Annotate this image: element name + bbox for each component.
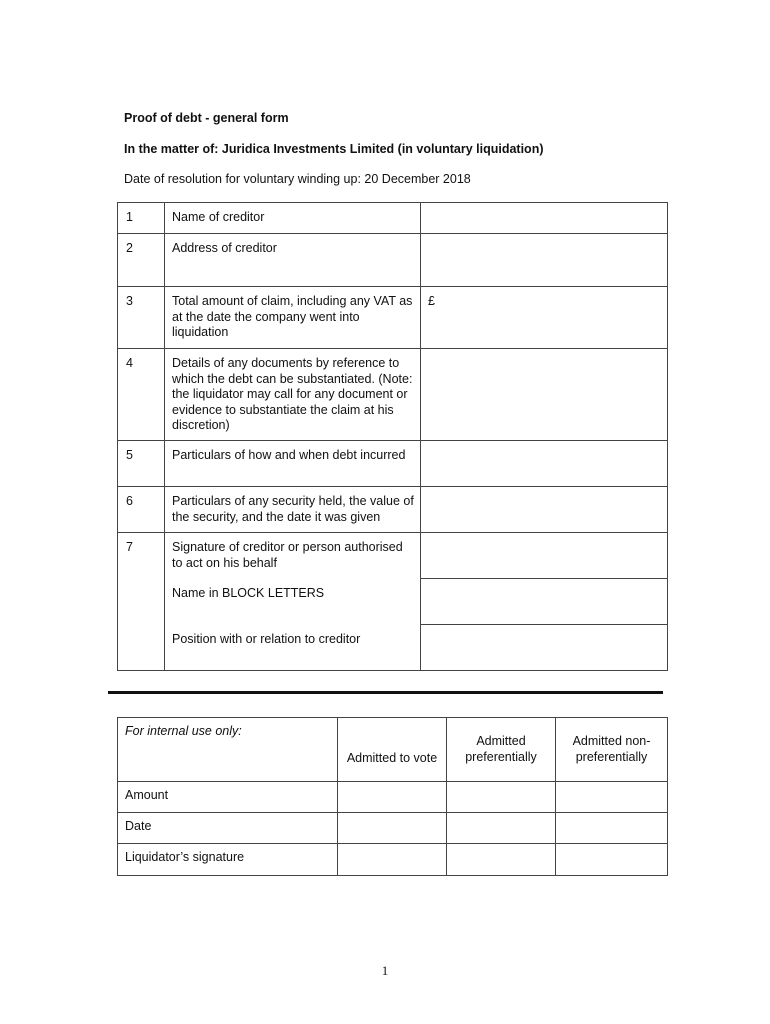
row-label: Signature of creditor or person authorised to act on his behalf — [165, 533, 421, 579]
matter-heading: In the matter of: Juridica Investments Limited (in voluntary liquidation) — [124, 142, 544, 156]
resolution-date: Date of resolution for voluntary winding up: 20 December 2018 — [124, 172, 471, 186]
row-number: 2 — [118, 234, 165, 287]
name-block-letters-label: Name in BLOCK LETTERS — [165, 579, 421, 625]
table-row — [118, 625, 668, 671]
table-row — [118, 287, 668, 349]
table-row — [118, 844, 668, 876]
table-row — [118, 349, 668, 441]
name-block-letters-field[interactable] — [421, 579, 668, 625]
signature-vote-cell[interactable] — [338, 844, 447, 876]
signature-preferential-cell[interactable] — [447, 844, 556, 876]
row-label: Address of creditor — [165, 234, 421, 287]
amount-vote-cell[interactable] — [338, 782, 447, 813]
date-non-preferential-cell[interactable] — [556, 813, 668, 844]
row-label: Name of creditor — [165, 203, 421, 234]
row-label: Particulars of any security held, the value of the security, and the date it was given — [165, 487, 421, 533]
table-row — [118, 782, 668, 813]
row-label: Details of any documents by reference to which the debt can be substantiated. (Note: the liquidator may call for any document or evidence to substantiate the claim at his discretion) — [165, 349, 421, 441]
row-label: Amount — [118, 782, 338, 813]
row-number: 7 — [118, 533, 165, 579]
row-label: Total amount of claim, including any VAT as at the date the company went into liquidation — [165, 287, 421, 349]
row-label: Particulars of how and when debt incurred — [165, 441, 421, 487]
admitted-preferentially-header: Admitted preferentially — [447, 718, 556, 782]
section-divider — [108, 691, 663, 694]
date-vote-cell[interactable] — [338, 813, 447, 844]
creditor-address-field[interactable] — [421, 234, 668, 287]
document-title: Proof of debt - general form — [124, 111, 289, 125]
table-row — [118, 487, 668, 533]
signature-non-preferential-cell[interactable] — [556, 844, 668, 876]
table-row — [118, 718, 668, 782]
table-row — [118, 203, 668, 234]
internal-use-label: For internal use only: — [118, 718, 338, 782]
table-row — [118, 533, 668, 579]
table-row — [118, 813, 668, 844]
row-number: 4 — [118, 349, 165, 441]
table-row — [118, 441, 668, 487]
signature-field[interactable] — [421, 533, 668, 579]
documents-field[interactable] — [421, 349, 668, 441]
internal-use-table — [117, 717, 668, 876]
row-number: 1 — [118, 203, 165, 234]
creditor-name-field[interactable] — [421, 203, 668, 234]
claim-amount-field[interactable]: £ — [421, 287, 668, 349]
row-number: 6 — [118, 487, 165, 533]
debt-particulars-field[interactable] — [421, 441, 668, 487]
amount-non-preferential-cell[interactable] — [556, 782, 668, 813]
page-number: 1 — [381, 963, 389, 978]
admitted-to-vote-header: Admitted to vote — [338, 718, 447, 782]
table-row — [118, 579, 668, 625]
proof-of-debt-table — [117, 202, 668, 671]
date-preferential-cell[interactable] — [447, 813, 556, 844]
position-label: Position with or relation to creditor — [165, 625, 421, 671]
row-label: Liquidator’s signature — [118, 844, 338, 876]
row-label: Date — [118, 813, 338, 844]
table-row — [118, 234, 668, 287]
position-field[interactable] — [421, 625, 668, 671]
row-number: 5 — [118, 441, 165, 487]
security-particulars-field[interactable] — [421, 487, 668, 533]
admitted-non-preferentially-header: Admitted non-preferentially — [556, 718, 668, 782]
row-number: 3 — [118, 287, 165, 349]
amount-preferential-cell[interactable] — [447, 782, 556, 813]
